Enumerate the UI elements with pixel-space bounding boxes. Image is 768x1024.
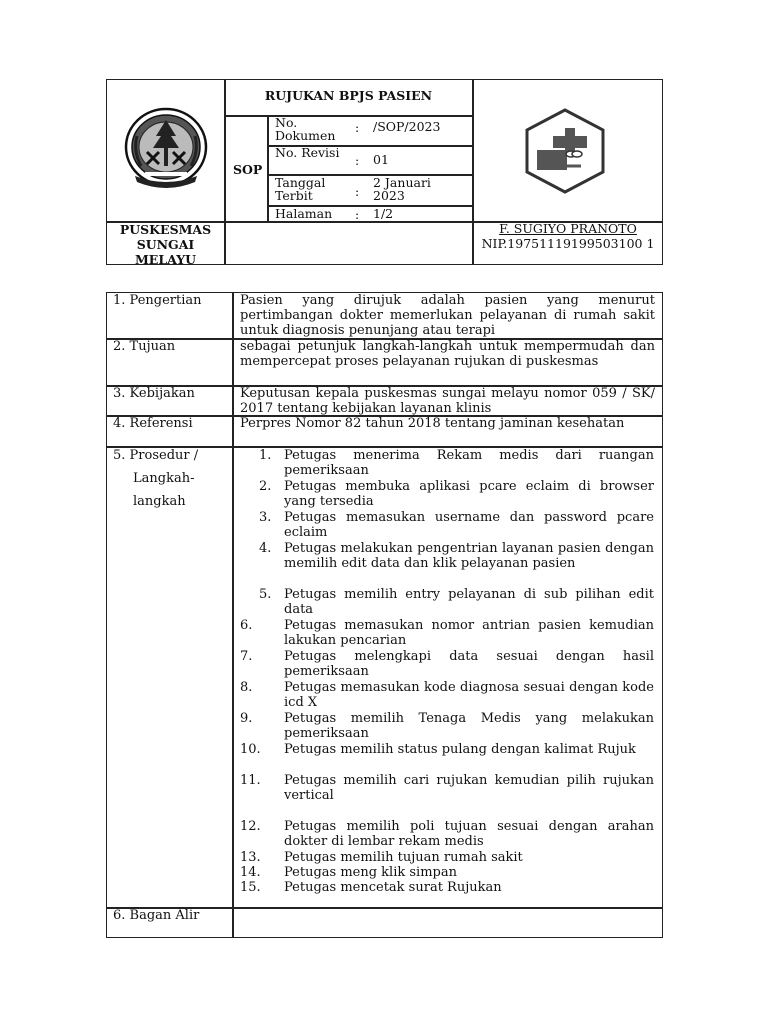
meta-label-no-dokumen: No. Dokumen bbox=[275, 115, 336, 143]
procedure-step-number: 6. bbox=[240, 618, 253, 633]
meta-label-halaman: Halaman bbox=[275, 206, 333, 221]
puskesmas-logo bbox=[523, 108, 607, 198]
section-label-prosedur: 5. Prosedur / bbox=[113, 448, 199, 463]
organization-name: PUSKESMAS SUNGAI MELAYU bbox=[119, 222, 212, 267]
section-label-tujuan: 2. Tujuan bbox=[113, 339, 176, 354]
procedure-step-text: Petugas menerima Rekam medis dari ruangan pemeriksaan bbox=[284, 448, 654, 478]
procedure-step-number: 9. bbox=[240, 711, 253, 726]
signer-block bbox=[473, 222, 663, 251]
meta-value-tanggal-terbit: 2 Januari 2023 bbox=[373, 175, 431, 203]
document-title: RUJUKAN BPJS PASIEN bbox=[264, 88, 433, 103]
procedure-step-text: Petugas memasukan username dan password pcare eclaim bbox=[284, 510, 654, 540]
kabupaten-emblem-logo bbox=[123, 106, 209, 196]
section-label-kebijakan: 3. Kebijakan bbox=[113, 386, 195, 401]
section-text-referensi: Perpres Nomor 82 tahun 2018 tentang jaminan kesehatan bbox=[240, 416, 625, 431]
procedure-step-text: Petugas memilih Tenaga Medis yang melakukan pemeriksaan bbox=[284, 711, 654, 741]
procedure-step-text: Petugas melakukan pengentrian layanan pasien dengan memilih edit data dan klik pelayanan pasien bbox=[284, 541, 654, 571]
procedure-step-text: Petugas memasukan kode diagnosa sesuai dengan kode icd X bbox=[284, 680, 654, 710]
procedure-step-text: Petugas membuka aplikasi pcare eclaim di browser yang tersedia bbox=[284, 479, 654, 509]
section-label-referensi: 4. Referensi bbox=[113, 416, 193, 431]
section-label-bagan-alir: 6. Bagan Alir bbox=[113, 908, 200, 923]
meta-value-halaman: 1/2 bbox=[373, 206, 394, 221]
procedure-step-number: 14. bbox=[240, 865, 261, 880]
signer-nip: NIP.19751119199503100 1 bbox=[481, 235, 655, 251]
procedure-step-text: Petugas memilih cari rujukan kemudian pilih rujukan vertical bbox=[284, 773, 654, 803]
meta-label-no-revisi: No. Revisi bbox=[275, 145, 340, 160]
procedure-step-text: Petugas meng klik simpan bbox=[284, 865, 457, 880]
divider bbox=[224, 80, 226, 264]
procedure-step-number: 12. bbox=[240, 819, 261, 834]
section-text-pengertian: Pasien yang dirujuk adalah pasien yang menurut pertimbangan dokter memerlukan pelayanan di rumah sakit untuk diagnosis penunjang atau terapi bbox=[240, 293, 655, 338]
section-label-prosedur-line3: langkah bbox=[133, 494, 186, 509]
procedure-step-number: 1. bbox=[259, 448, 272, 463]
procedure-step-number: 11. bbox=[240, 773, 261, 788]
procedure-step-number: 8. bbox=[240, 680, 253, 695]
sop-content-table bbox=[106, 292, 663, 938]
procedure-step-text: Petugas memasukan nomor antrian pasien kemudian lakukan pencarian bbox=[284, 618, 654, 648]
section-text-tujuan: sebagai petunjuk langkah-langkah untuk mempermudah dan mempercepat proses pelayanan rujukan di puskesmas bbox=[240, 339, 655, 369]
section-text-kebijakan: Keputusan kepala puskesmas sungai melayu nomor 059 / SK/ 2017 tentang kebijakan layanan klinis bbox=[240, 386, 655, 416]
divider bbox=[232, 293, 234, 937]
procedure-step-number: 13. bbox=[240, 850, 261, 865]
meta-colon: : bbox=[355, 153, 360, 168]
procedure-step-number: 2. bbox=[259, 479, 272, 494]
procedure-step-number: 3. bbox=[259, 510, 272, 525]
procedure-step-text: Petugas mencetak surat Rujukan bbox=[284, 880, 502, 895]
sop-label: SOP bbox=[233, 162, 263, 177]
meta-colon: : bbox=[355, 120, 360, 135]
section-label-pengertian: 1. Pengertian bbox=[113, 293, 202, 308]
procedure-step-number: 7. bbox=[240, 649, 253, 664]
sop-header-table bbox=[106, 79, 663, 265]
meta-value-no-revisi: 01 bbox=[373, 152, 389, 167]
procedure-step-number: 5. bbox=[259, 587, 272, 602]
signer-name: F. SUGIYO PRANOTO bbox=[499, 221, 637, 236]
meta-colon: : bbox=[355, 207, 360, 222]
meta-label-tanggal-terbit: Tanggal Terbit bbox=[275, 175, 326, 203]
procedure-step-text: Petugas memilih status pulang dengan kalimat Rujuk bbox=[284, 742, 636, 757]
procedure-step-number: 4. bbox=[259, 541, 272, 556]
procedure-step-number: 15. bbox=[240, 880, 261, 895]
meta-value-no-dokumen: /SOP/2023 bbox=[373, 119, 441, 134]
meta-colon: : bbox=[355, 184, 360, 199]
procedure-step-text: Petugas memilih entry pelayanan di sub pilihan edit data bbox=[284, 587, 654, 617]
procedure-step-number: 10. bbox=[240, 742, 261, 757]
procedure-step-text: Petugas memilih poli tujuan sesuai dengan arahan dokter di lembar rekam medis bbox=[284, 819, 654, 849]
procedure-step-text: Petugas memilih tujuan rumah sakit bbox=[284, 850, 523, 865]
procedure-step-text: Petugas melengkapi data sesuai dengan hasil pemeriksaan bbox=[284, 649, 654, 679]
section-label-prosedur-line2: Langkah- bbox=[133, 471, 195, 486]
